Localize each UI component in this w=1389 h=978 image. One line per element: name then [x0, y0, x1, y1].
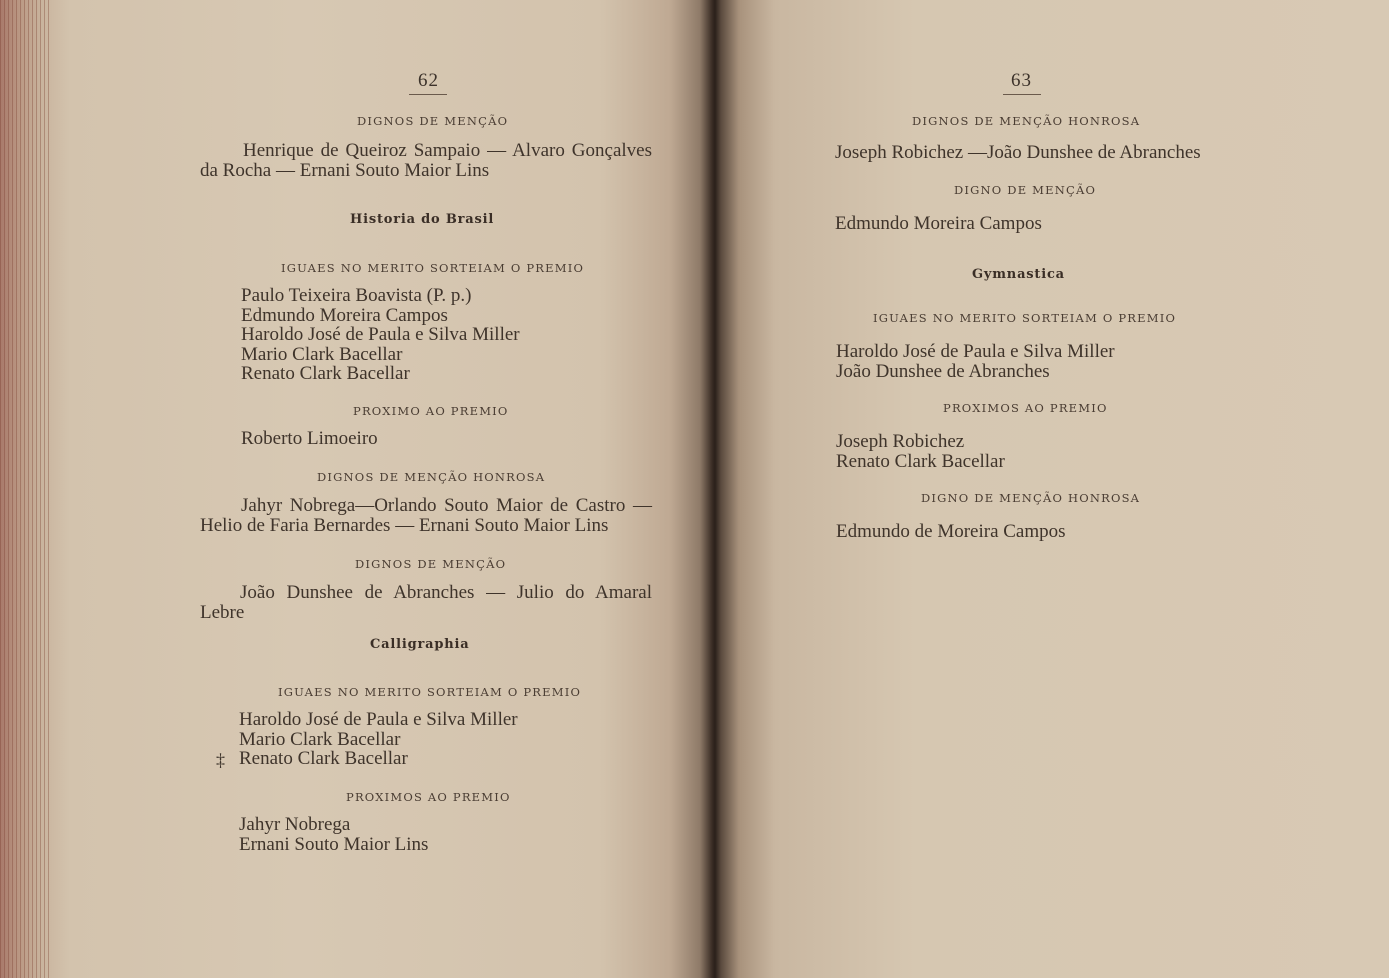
- paragraph-honrosa: Jahyr Nobrega—Orlando Souto Maior de Castro — Helio de Faria Bernardes — Ernani Souto Maior Lins: [200, 495, 652, 536]
- name-list-gymnastica: [836, 342, 1115, 381]
- heading-proximos-ao-premio: PROXIMOS AO PREMIO: [346, 790, 511, 804]
- digno-name: Edmundo Moreira Campos: [835, 213, 1042, 234]
- page-number: 62: [418, 70, 439, 91]
- heading-iguaes-no-merito: IGUAES NO MERITO SORTEIAM O PREMIO: [873, 311, 1177, 325]
- heading-iguaes-no-merito-2: IGUAES NO MERITO SORTEIAM O PREMIO: [278, 685, 582, 699]
- list-item: Edmundo Moreira Campos: [241, 304, 448, 326]
- list-item: Joseph Robichez: [836, 431, 965, 452]
- paragraph-dignos-2: João Dunshee de Abranches — Julio do Amaral Lebre: [200, 582, 652, 623]
- heading-digno-de-mencao: DIGNO DE MENÇÃO: [954, 183, 1097, 197]
- name-list-historia: [241, 286, 520, 384]
- section-title-calligraphia: Calligraphia: [370, 637, 470, 652]
- list-item: Renato Clark Bacellar: [239, 748, 408, 769]
- heading-mencao-honrosa: DIGNOS DE MENÇÃO HONROSA: [912, 114, 1141, 128]
- list-item: Renato Clark Bacellar: [241, 363, 410, 384]
- list-item: Jahyr Nobrega: [239, 814, 351, 835]
- list-item: Ernani Souto Maior Lins: [239, 833, 429, 855]
- heading-digno-mencao-honrosa: DIGNO DE MENÇÃO HONROSA: [921, 491, 1141, 505]
- page-number-rule: [1003, 94, 1041, 95]
- page-number-rule: [409, 94, 447, 95]
- paragraph-dignos: Henrique de Queiroz Sampaio — Alvaro Gonçalves da Rocha — Ernani Souto Maior Lins: [200, 140, 652, 181]
- honrosa-names: Joseph Robichez —João Dunshee de Abranches: [835, 142, 1201, 163]
- heading-dignos-de-mencao: DIGNOS DE MENÇÃO: [357, 114, 509, 128]
- page-number: 63: [1011, 70, 1032, 91]
- proximo-name: Roberto Limoeiro: [241, 428, 378, 449]
- heading-proximo-ao-premio: PROXIMO AO PREMIO: [353, 404, 509, 418]
- list-item: Mario Clark Bacellar: [239, 728, 401, 750]
- page-edge-shading: [0, 0, 50, 978]
- heading-dignos-de-mencao-2: DIGNOS DE MENÇÃO: [355, 557, 507, 571]
- section-title-historia: Historia do Brasil: [350, 212, 495, 227]
- list-item: Haroldo José de Paula e Silva Miller: [239, 709, 518, 730]
- honrosa-name: Edmundo de Moreira Campos: [836, 521, 1066, 542]
- list-item: João Dunshee de Abranches: [836, 360, 1050, 382]
- right-page: [715, 0, 1389, 978]
- heading-proximos-ao-premio: PROXIMOS AO PREMIO: [943, 401, 1108, 415]
- list-item: Haroldo José de Paula e Silva Miller: [836, 341, 1115, 362]
- list-item: Paulo Teixeira Boavista (P. p.): [241, 285, 472, 306]
- list-item: Haroldo José de Paula e Silva Miller: [241, 324, 520, 345]
- heading-mencao-honrosa: DIGNOS DE MENÇÃO HONROSA: [317, 470, 546, 484]
- list-item: Renato Clark Bacellar: [836, 450, 1005, 472]
- name-list-proximos: [836, 432, 1005, 471]
- heading-iguaes-no-merito: IGUAES NO MERITO SORTEIAM O PREMIO: [281, 261, 585, 275]
- section-title-gymnastica: Gymnastica: [972, 267, 1065, 282]
- name-list-calligraphia: [239, 710, 518, 769]
- dagger-mark: ‡: [216, 750, 225, 770]
- list-item: Mario Clark Bacellar: [241, 343, 403, 365]
- name-list-proximos: [239, 815, 428, 854]
